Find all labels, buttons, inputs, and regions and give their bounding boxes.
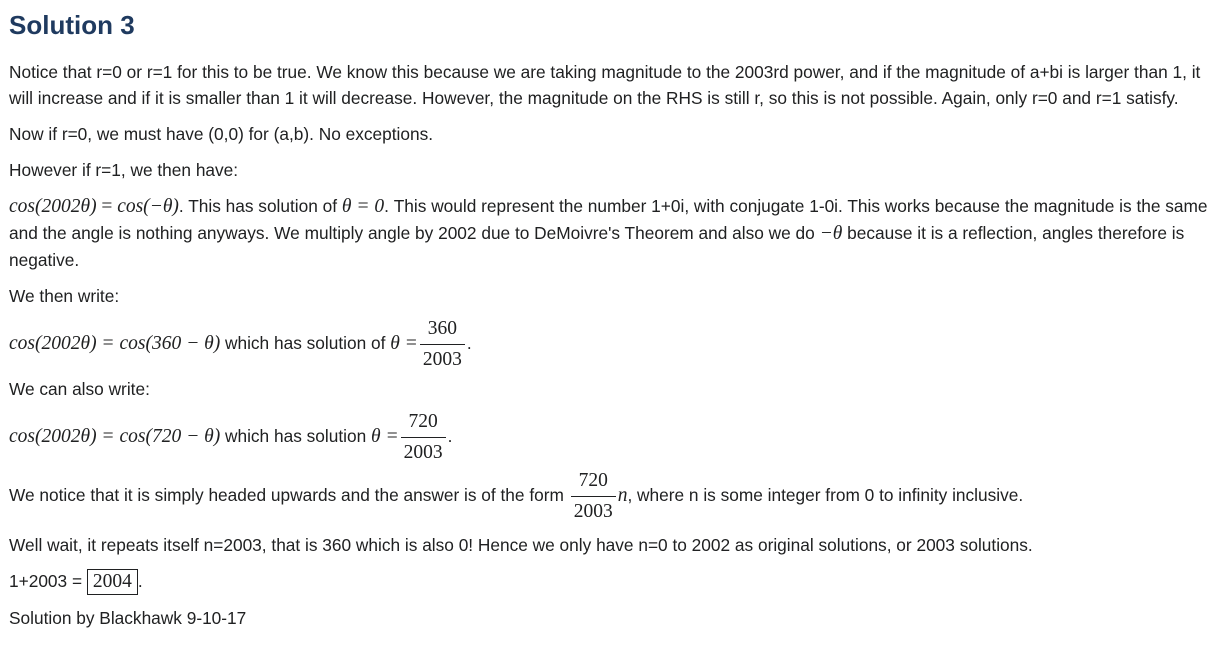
boxed-answer: 2004	[87, 569, 138, 595]
text-segment: .	[447, 426, 453, 447]
text-segment: We notice that it is simply headed upwards and the answer is of the form	[9, 485, 569, 506]
math-eq-rhs: cos(−θ)	[117, 196, 179, 217]
fraction-numerator: 720	[408, 411, 438, 432]
paragraph-solution-720	[9, 410, 1208, 465]
section-heading: Solution 3	[9, 10, 135, 40]
text-segment: .	[466, 333, 472, 354]
math-theta-zero: θ = 0	[341, 196, 385, 217]
math-variable-n: n	[617, 485, 628, 507]
fraction-numerator: 360	[427, 318, 457, 339]
paragraph-solution-360	[9, 317, 1208, 372]
math-eq-lhs: cos(2002θ)	[9, 196, 97, 217]
text-segment: which has solution	[220, 426, 372, 447]
text-segment: , where n is some integer from 0 to infinity inclusive.	[627, 485, 1024, 506]
paragraph-r-one: However if r=1, we then have:	[9, 160, 239, 180]
fraction-720-2003	[401, 410, 446, 465]
paragraph-magnitude: Notice that r=0 or r=1 for this to be true. We know this because we are taking magnitude to the 2003rd power, and if the magnitude of a+bi is larger than 1, it will increase and if it is smaller than 1 it will decrease. However, the magnitude on the RHS is still r, so this is not possible. Again, only r=0 and r=1 satisfy.	[9, 62, 1201, 108]
text-segment: . This would represent the number 1+0i, with conjugate 1-0i. This works because the magnitude is the same and the angle is nothing anyways. We multiply angle by 2002 due to DeMoivre's Theorem and also we do	[9, 196, 1208, 243]
fraction-numerator: 720	[578, 470, 608, 491]
paragraph-also-write: We can also write:	[9, 379, 150, 399]
fraction-denominator: 2003	[420, 344, 465, 372]
math-eq-sign: =	[101, 196, 113, 217]
text-segment: because it is a reflection, angles therefore is negative.	[9, 223, 1185, 270]
fraction-720-2003-n	[571, 469, 616, 524]
text-segment: which has solution of	[220, 333, 391, 354]
paragraph-r-zero: Now if r=0, we must have (0,0) for (a,b). No exceptions.	[9, 124, 434, 144]
paragraph-answer	[9, 568, 1208, 595]
math-equation: cos(2002θ) = cos(360 − θ)	[9, 333, 221, 355]
fraction-360-2003	[420, 317, 465, 372]
paragraph-general-form	[9, 469, 1208, 524]
math-theta-eq: θ =	[390, 333, 418, 355]
fraction-denominator: 2003	[401, 437, 446, 465]
text-segment: 1+2003 =	[9, 571, 87, 591]
math-theta-eq: θ =	[371, 426, 399, 448]
text-segment: . This has solution of	[178, 196, 342, 216]
math-equation: cos(2002θ) = cos(720 − θ)	[9, 426, 221, 448]
paragraph-repeats: Well wait, it repeats itself n=2003, that is 360 which is also 0! Hence we only have n=0 to 2002 as original solutions, or 2003 solutions.	[9, 535, 1033, 555]
paragraph-cos-reflection	[9, 193, 1208, 273]
text-segment: .	[137, 571, 143, 591]
math-neg-theta: −θ	[819, 223, 843, 244]
paragraph-attribution: Solution by Blackhawk 9-10-17	[9, 608, 247, 628]
paragraph-then-write: We then write:	[9, 286, 120, 306]
fraction-denominator: 2003	[571, 496, 616, 524]
